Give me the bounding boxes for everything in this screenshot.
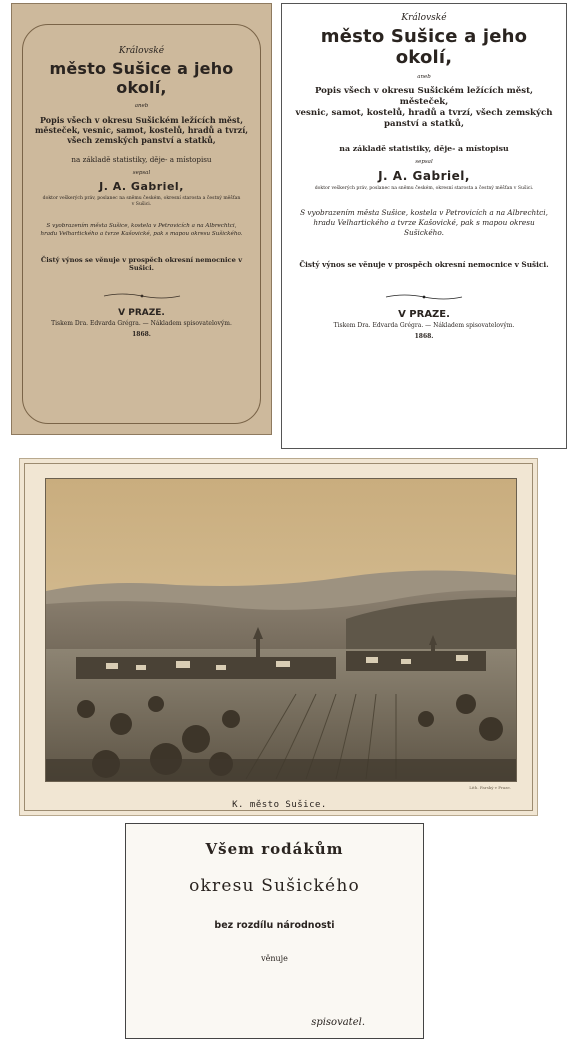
cover-description [32,115,251,145]
title-heading: město Sušice a jeho okolí, [320,26,528,68]
lithographer-mark: Lith. Farský v Praze. [469,785,511,790]
title-desc-line: vesnic, samot, kostelů, hradů a tvrzí, všech zemských [295,108,553,118]
illustration-caption: K. město Sušice. [232,800,327,810]
title-illus-line: Sušického. [404,228,444,237]
cover-illus-line: S vyobrazením města Sušice, kostela v Petrovicích a na Albrechtci, [46,223,237,229]
title-basis: na základě statistiky, děje- a místopisu [339,144,509,153]
cover-aneb: aneb [134,103,149,109]
title-desc-line: Popis všech v okresu Sušickém ležících měst, městeček, [314,86,534,107]
title-sepsal: sepsal [415,159,433,165]
title-illus-line: S vyobrazením města Sušice, kostela v Petrovicích a na Albrechtci, [300,208,548,217]
cover-illus-line: hradu Velhartického a tvrze Kašovické, pak s mapou okresu Sušického. [40,231,243,237]
title-credentials: doktor veškerých práv, poslanec na sněmu českém, okresní starosta a čestný měšťan v Sušici. [314,186,534,191]
ornament-icon [102,292,182,300]
ornament-icon [384,293,464,301]
dedication-page [125,823,424,1039]
cover-year: 1868. [132,331,151,338]
landscape-icon [46,479,516,781]
town-landscape-image [45,478,517,782]
title-note: Čistý výnos se věnuje v prospěch okresní nemocnice v Sušici. [299,260,549,269]
dedication-line-1: Všem rodákům [205,840,344,858]
title-author: J. A. Gabriel, [378,169,470,183]
cover-cred-line: doktor veškerých práv, poslanec na sněmu českém, okresní starosta a čestný měšťan [42,196,241,201]
dedication-line-4: věnuje [261,954,288,963]
cover-desc-line: Popis všech v okresu Sušickém ležících měst, [39,115,244,125]
title-aneb: aneb [417,74,431,80]
title-printer: Tiskem Dra. Edvarda Grégra. — Nákladem spisovatelovým. [333,322,515,329]
cover-illustrations [32,222,251,238]
title-description [292,86,556,130]
cover-place: V PRAZE. [118,308,165,318]
cover-title: město Sušice a jeho okolí, [49,59,234,97]
cover-text [32,46,251,338]
title-royal: Královské [401,13,447,23]
cover-sepsal: sepsal [132,170,151,176]
title-illustrations [292,208,556,238]
title-page-text [292,13,556,340]
dedication-line-2: okresu Sušického [189,876,360,896]
cover-author: J. A. Gabriel, [99,180,184,193]
book-cover [11,3,272,435]
cover-printer: Tiskem Dra. Edvarda Grégra. — Nákladem spisovatelovým. [51,320,232,327]
title-page [281,3,567,449]
title-year: 1868. [414,333,434,340]
cover-desc-line: městeček, vesnic, samot, kostelů, hradů a tvrzí, [34,125,249,135]
cover-royal: Královské [118,46,165,56]
cover-note: Čistý výnos se věnuje v prospěch okresní nemocnice v Sušici. [40,256,243,272]
title-desc-line: panství a statků, [384,119,464,129]
cover-credentials [32,196,251,208]
title-place: V PRAZE. [398,309,450,320]
cover-basis: na základě statistiky, děje- a místopisu [71,155,212,164]
title-illus-line: hradu Velhartického a tvrze Kašovické, pak s mapou okresu [313,218,535,227]
dedication-signature: spisovatel. [311,1017,365,1028]
cover-desc-line: všech zemských panství a statků, [67,135,216,145]
town-illustration-plate [19,458,538,816]
cover-cred-line: v Sušici. [131,202,152,207]
dedication-line-3: bez rozdílu národnosti [214,920,335,931]
